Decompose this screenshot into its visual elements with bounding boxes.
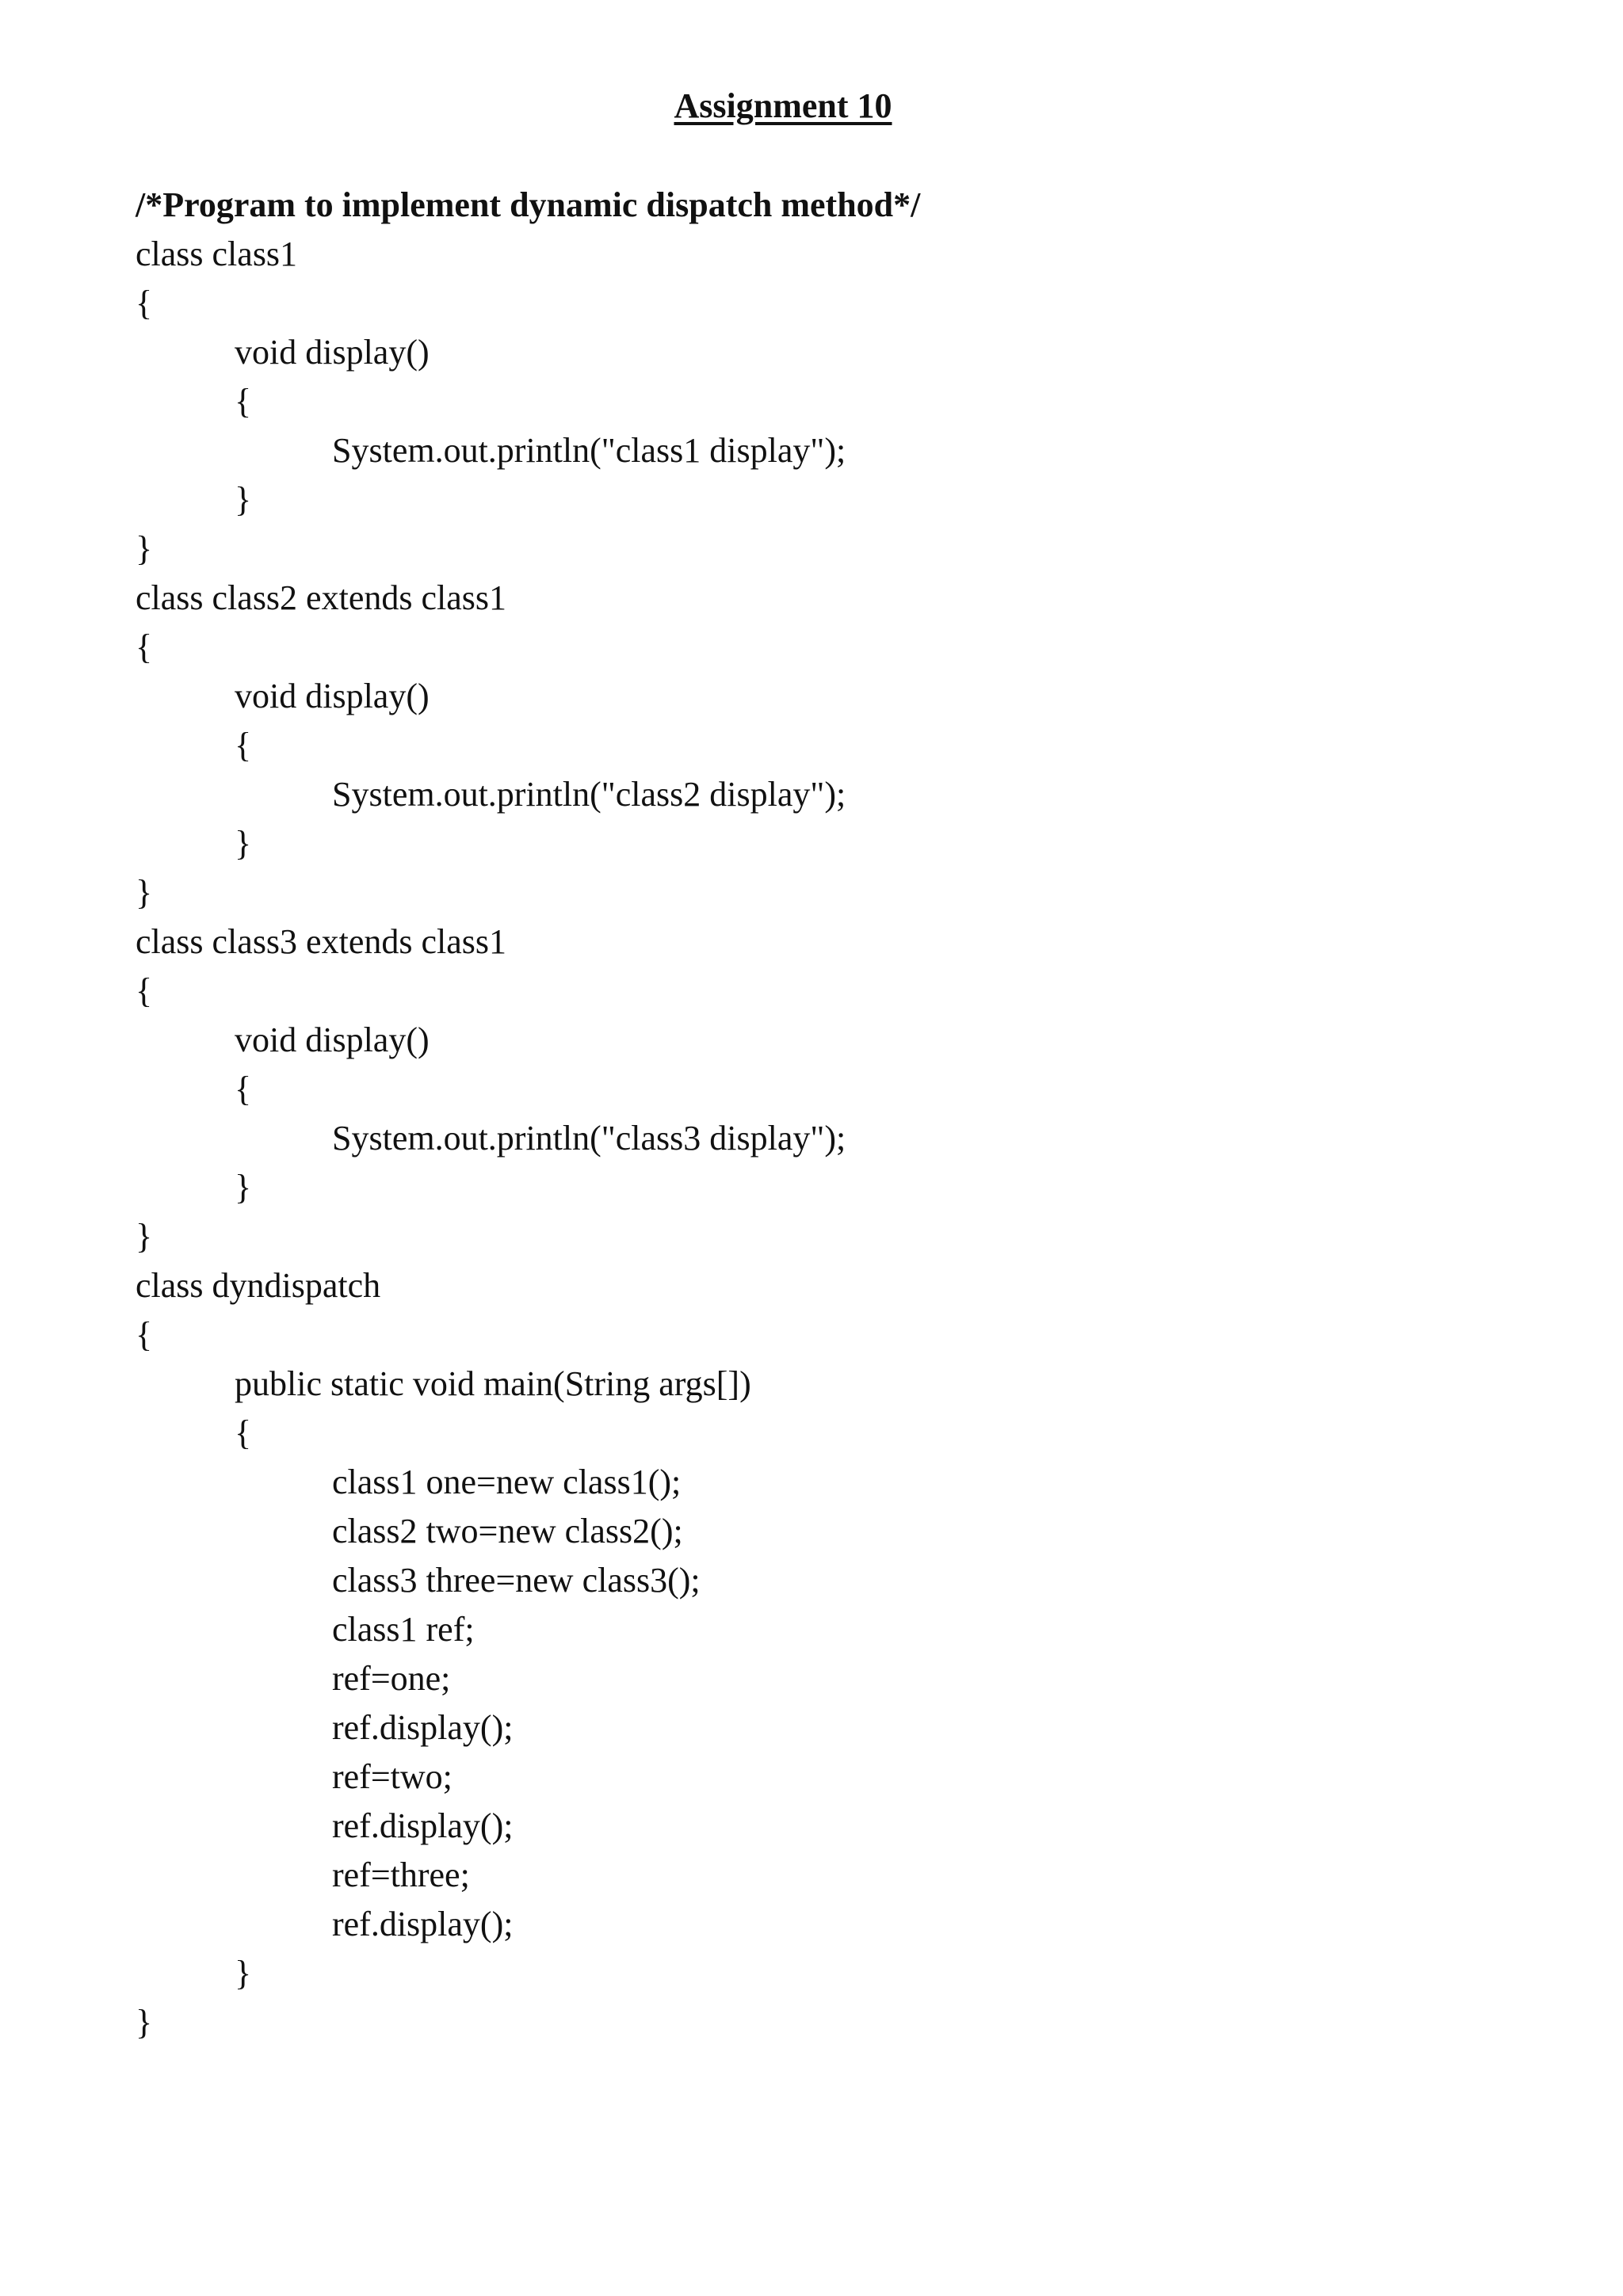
code-line: } <box>136 2003 153 2042</box>
code-line: ref.display(); <box>332 1905 514 1943</box>
code-line: } <box>235 1168 252 1207</box>
code-line: { <box>235 382 252 421</box>
code-line: ref.display(); <box>332 1708 514 1747</box>
code-line: { <box>235 726 252 765</box>
code-line: { <box>235 1070 252 1108</box>
page-title: Assignment 10 <box>674 86 892 125</box>
code-line: public static void main(String args[]) <box>235 1364 751 1403</box>
code-line: void display() <box>235 677 430 715</box>
code-line: void display() <box>235 333 430 372</box>
code-line: } <box>136 529 153 568</box>
code-line: System.out.println("class3 display"); <box>332 1119 846 1158</box>
code-line: ref=three; <box>332 1855 470 1894</box>
code-line: ref.display(); <box>332 1806 514 1845</box>
code-line: class class2 extends class1 <box>136 578 506 617</box>
code-line: ref=two; <box>332 1757 453 1796</box>
code-line: class1 ref; <box>332 1610 475 1649</box>
code-line: } <box>235 824 252 863</box>
code-line: class class3 extends class1 <box>136 922 506 961</box>
code-line: class dyndispatch <box>136 1266 381 1305</box>
program-comment: /*Program to implement dynamic dispatch method*/ <box>136 185 921 224</box>
code-line: class2 two=new class2(); <box>332 1512 683 1550</box>
code-line: { <box>235 1413 252 1452</box>
code-line: ref=one; <box>332 1659 451 1698</box>
code-line: { <box>136 284 153 322</box>
code-line: } <box>235 1954 252 1993</box>
code-block <box>136 181 1562 2047</box>
code-line: } <box>136 873 153 912</box>
code-line: } <box>235 480 252 519</box>
code-line: void display() <box>235 1020 430 1059</box>
code-line: class1 one=new class1(); <box>332 1463 682 1501</box>
code-line: { <box>136 627 153 666</box>
code-line: System.out.println("class2 display"); <box>332 775 846 814</box>
code-line: class3 three=new class3(); <box>332 1561 701 1600</box>
code-line: System.out.println("class1 display"); <box>332 431 846 470</box>
code-line: { <box>136 971 153 1010</box>
code-line: } <box>136 1217 153 1256</box>
code-line: { <box>136 1315 153 1354</box>
code-line: class class1 <box>136 235 298 273</box>
